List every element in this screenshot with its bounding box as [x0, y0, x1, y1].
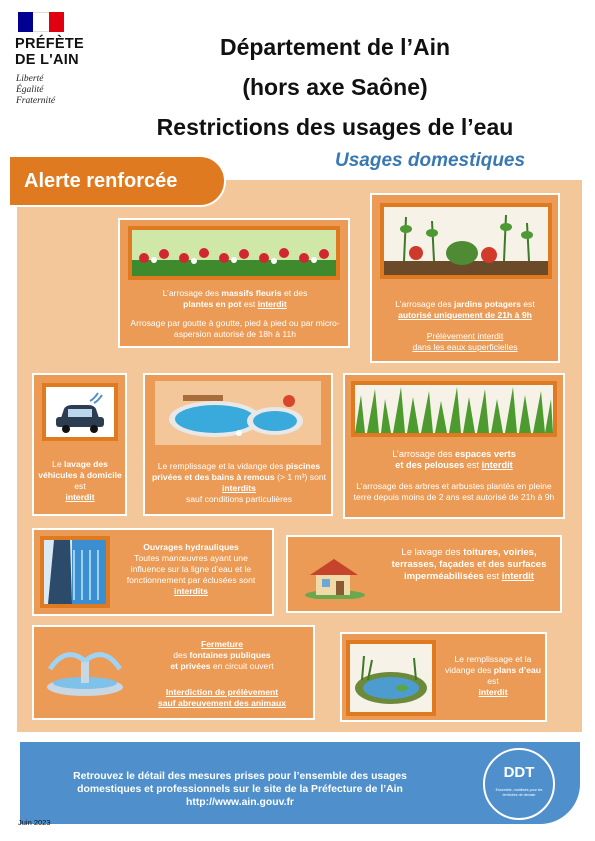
flower-bed-image: [128, 226, 340, 280]
card-hydraulic-works: [32, 528, 274, 616]
ponds-text: Le remplissage et la vidange des plans d’eau est interdit: [444, 654, 541, 697]
vegetable-gardens-withdrawal: Prélèvement interdit dans les eaux superficielles: [412, 331, 518, 352]
card-roofs-surfaces: [286, 535, 562, 613]
flower-beds-exception: Arrosage par goutte à goutte, pied à pied ou par micro-aspersion autorisé de 18h à 11h: [130, 318, 340, 339]
pond-image: [346, 640, 436, 716]
footer-text: Retrouvez le détail des mesures prises pour l’ensemble des usages domestiques et professionnels sur le site de la Préfecture de l’Ain http://www.ain.gouv.fr: [40, 770, 440, 809]
ddt-logo: DDT Ensemble, mobilisés pour les territoires de demain: [483, 748, 555, 820]
section-title: Usages domestiques: [335, 150, 526, 171]
house-image: [304, 555, 366, 599]
republic-motto: Liberté Égalité Fraternité: [16, 74, 56, 106]
private-pools-text: Le remplissage et la vidange des piscines privées et des bains à remous (> 1 m³) sont interdits sauf conditions particulières: [151, 461, 327, 504]
dam-image: [40, 536, 110, 608]
title-line-1: Département de l’Ain: [219, 34, 451, 60]
flower-beds-text: L’arrosage des massifs fleuris et des plantes en pot est interdit: [162, 288, 308, 309]
car-wash-image: [42, 383, 118, 441]
vegetable-gardens-text: L’arrosage des jardins potagers est autorisé uniquement de 21h à 9h: [395, 299, 535, 320]
green-spaces-exception: L’arrosage des arbres et arbustes plantés en pleine terre depuis moins de 2 ans est autorisé de 21h à 9h: [353, 481, 555, 502]
lawn-image: [351, 381, 557, 437]
vehicle-washing-text: Le lavage des véhicules à domicile est interdit: [38, 459, 122, 502]
publication-date: Juin 2023: [18, 818, 51, 827]
hydraulic-works-text: Ouvrages hydrauliques Toutes manœuvres ayant une influence sur la ligne d’eau et le fonctionnement par éclusées sont interdits: [126, 542, 256, 596]
card-fountains: [32, 625, 315, 720]
card-flower-beds: [118, 218, 350, 348]
title-line-2: (hors axe Saône): [242, 74, 428, 100]
pool-image: [155, 381, 321, 445]
alert-level-badge: Alerte renforcée: [8, 155, 226, 207]
roofs-surfaces-text: Le lavage des toitures, voiries, terrasses, façades et des surfaces imperméabilisées est interdit: [391, 547, 547, 582]
marianne-flag: [18, 12, 64, 32]
green-spaces-text: L’arrosage des espaces verts et des pelouses est interdit: [392, 449, 516, 470]
fountains-withdrawal: Interdiction de prélèvement sauf abreuvement des animaux: [158, 687, 286, 708]
prefecture-website-link[interactable]: http://www.ain.gouv.fr: [186, 797, 294, 808]
card-vegetable-gardens: [370, 193, 560, 363]
card-green-spaces: [343, 373, 565, 519]
fountains-text: Fermeture des fontaines publiques et privées en circuit ouvert: [170, 639, 274, 671]
card-ponds: [340, 632, 547, 722]
card-private-pools: [143, 373, 333, 516]
fountain-image: [42, 639, 128, 699]
title-line-3: Restrictions des usages de l’eau: [156, 114, 514, 140]
prefecture-name: PRÉFÈTE DE L'AIN: [15, 36, 84, 68]
card-vehicle-washing: [32, 373, 127, 516]
vegetable-garden-image: [380, 203, 552, 279]
